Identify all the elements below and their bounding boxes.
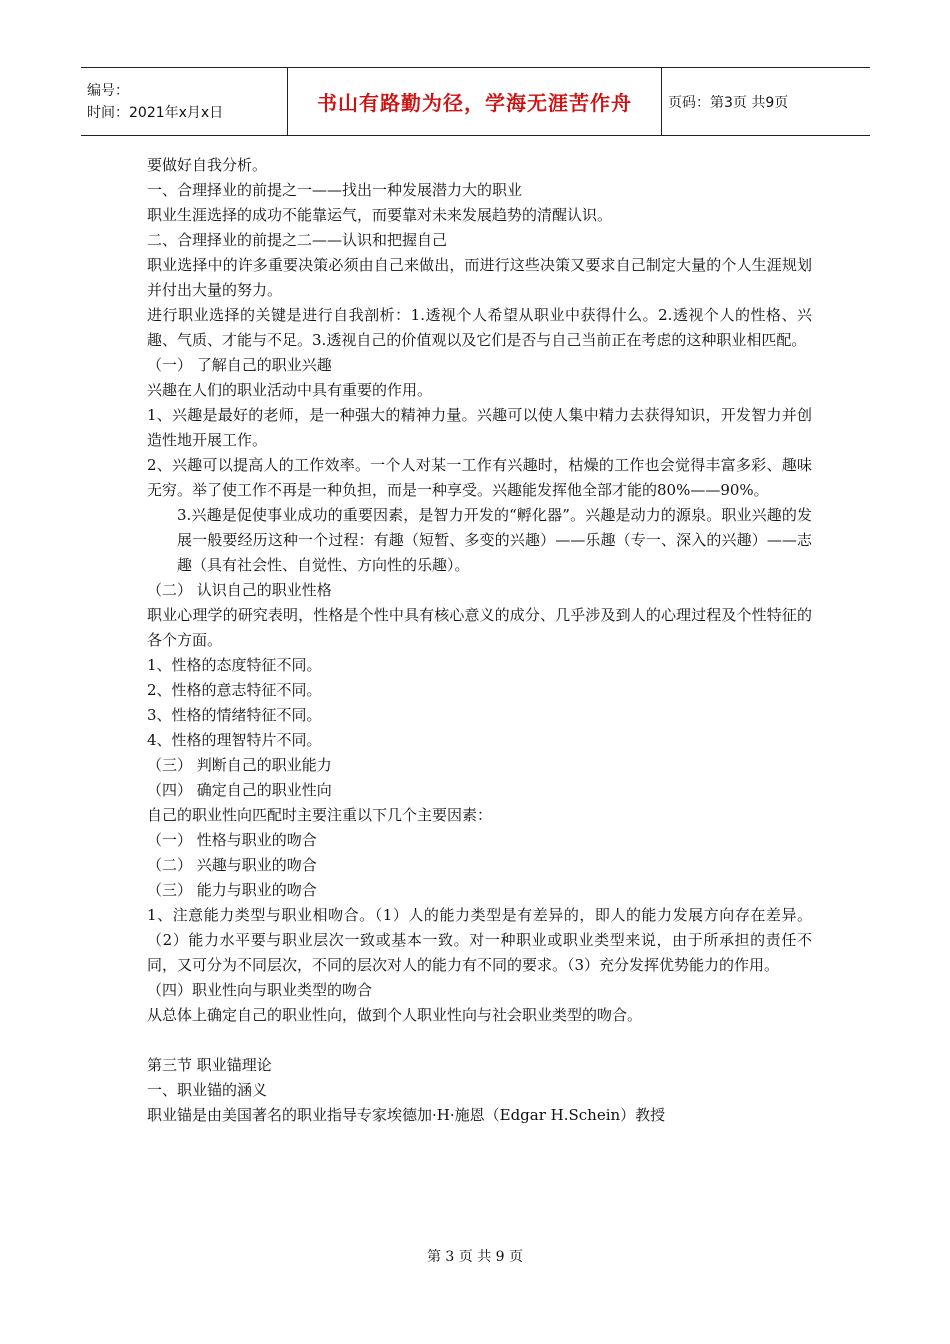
subsection-heading: （三） 判断自己的职业能力 [147,756,332,774]
list-item: 2、性格的意志特征不同。 [147,681,322,699]
header-left-cell [81,68,288,136]
paragraph: 进行职业选择的关键是进行自我剖析：1.透视个人希望从职业中获得什么。2.透视个人的性格、兴趣、气质、才能与不足。3.透视自己的价值观以及它们是否与自己当前正在考虑的这种职业相匹配。 [147,306,812,349]
section-heading: 二、合理择业的前提之二——认识和把握自己 [147,231,448,249]
paragraph: 职业选择中的许多重要决策必须由自己来做出，而进行这些决策又要求自己制定大量的个人生涯规划并付出大量的努力。 [147,256,812,299]
paragraph: 职业心理学的研究表明，性格是个性中具有核心意义的成分、几乎涉及到人的心理过程及个性特征的各个方面。 [147,606,812,649]
list-item: 3、性格的情绪特征不同。 [147,706,322,724]
header-page-label: 页码：第3页 共9页 [668,94,789,111]
paragraph: 1、兴趣是最好的老师，是一种强大的精神力量。兴趣可以使人集中精力去获得知识，开发智力并创造性地开展工作。 [147,406,812,449]
subsection-heading: （二） 认识自己的职业性格 [147,581,332,599]
document-body [147,153,812,1128]
subsection-heading: （一） 了解自己的职业兴趣 [147,356,332,374]
list-item: 4、性格的理智特片不同。 [147,731,322,749]
list-item: 1、性格的态度特征不同。 [147,656,322,674]
section-heading: 一、合理择业的前提之一——找出一种发展潜力大的职业 [147,181,523,199]
section-heading: 一、职业锚的涵义 [147,1081,268,1099]
header-table [81,67,870,136]
list-item: （一） 性格与职业的吻合 [147,831,317,849]
subsection-heading: （四） 确定自己的职业性向 [147,781,332,799]
paragraph: 要做好自我分析。 [147,156,268,174]
list-item: （三） 能力与职业的吻合 [147,881,317,899]
paragraph: 2、兴趣可以提高人的工作效率。一个人对某一工作有兴趣时，枯燥的工作也会觉得丰富多彩、趣味无穷。举了使工作不再是一种负担，而是一种享受。兴趣能发挥他全部才能的80%——90%。 [147,456,812,499]
header-motto-cell [288,68,662,136]
paragraph: 职业锚是由美国著名的职业指导专家埃德加·H·施恩（Edgar H.Schein）教授 [147,1106,666,1124]
paragraph: 兴趣在人们的职业活动中具有重要的作用。 [147,381,433,399]
document-date-label: 时间：2021年x月x日 [87,104,224,121]
chapter-section-heading: 第三节 职业锚理论 [147,1056,272,1074]
paragraph: 职业生涯选择的成功不能靠运气，而要靠对未来发展趋势的清醒认识。 [147,206,613,224]
header-motto: 书山有路勤为径，学海无涯苦作舟 [317,91,632,115]
page-footer: 第 3 页 共 9 页 [426,1249,524,1265]
paragraph: 从总体上确定自己的职业性向，做到个人职业性向与社会职业类型的吻合。 [147,1006,643,1024]
header-page-cell [662,68,871,136]
paragraph: 自己的职业性向匹配时主要注重以下几个主要因素： [147,806,493,824]
list-item: （二） 兴趣与职业的吻合 [147,856,317,874]
document-number-label: 编号： [87,82,129,99]
list-item: （四）职业性向与职业类型的吻合 [147,981,373,999]
paragraph: 3.兴趣是促使事业成功的重要因素，是智力开发的“孵化器”。兴趣是动力的源泉。职业兴趣的发展一般要经历这种一个过程：有趣（短暂、多变的兴趣）——乐趣（专一、深入的兴趣）——志趣（具有社会性、自觉性、方向性的乐趣）。 [177,506,812,574]
paragraph: 1、注意能力类型与职业相吻合。（1）人的能力类型是有差异的，即人的能力发展方向存在差异。（2）能力水平要与职业层次一致或基本一致。对一种职业或职业类型来说，由于所承担的责任不同，又可分为不同层次，不同的层次对人的能力有不同的要求。（3）充分发挥优势能力的作用。 [147,906,812,974]
